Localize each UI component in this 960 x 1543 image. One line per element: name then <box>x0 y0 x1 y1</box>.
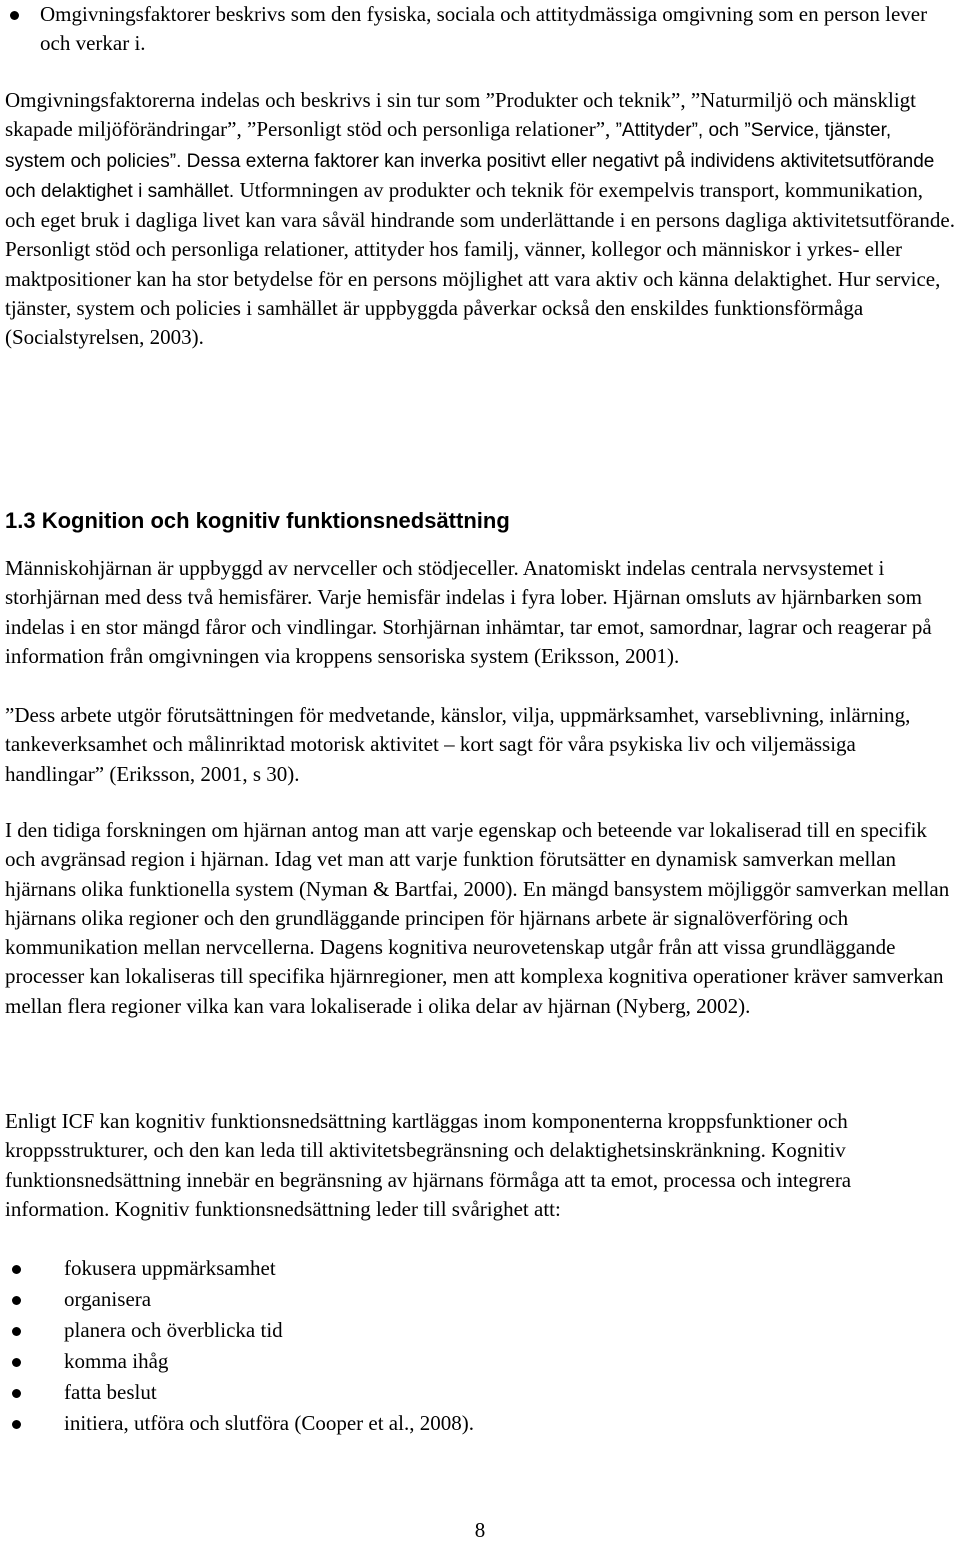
bullet-icon <box>12 1265 21 1274</box>
paragraph-environment-factors <box>5 86 955 353</box>
quote-block: ”Dess arbete utgör förutsättningen för medvetande, känslor, vilja, uppmärksamhet, varseblivning, inlärning, tankeverksamhet och målinriktad motorisk aktivitet – kort sagt för våra psykiska liv och viljemässiga handlingar” (Eriksson, 2001, s 30). <box>5 703 911 786</box>
list-item-text: fatta beslut <box>64 1380 157 1404</box>
paragraph-icf: Enligt ICF kan kognitiv funktionsnedsättning kartläggas inom komponenterna kroppsfunktioner och kroppsstrukturer, och den kan leda till aktivitetsbegränsning och delaktighetsinskränkning. Kognitiv funktionsnedsättning innebär en begränsning av hjärnans förmåga att ta emot, processa och integrera information. Kognitiv funktionsnedsättning leder till svårighet att: <box>5 1109 852 1221</box>
list-item-text: planera och överblicka tid <box>64 1318 283 1342</box>
paragraph-text-sans: . Dessa externa faktorer kan inverka positivt eller negativt på individens aktivitetsutförande och delaktighet i samhället. <box>5 150 935 202</box>
list-item-text: fokusera uppmärksamhet <box>64 1256 276 1280</box>
bullet-icon <box>12 1327 21 1336</box>
emphasized-text: ”Attityder”, och ”Service, tjänster, system och policies” <box>5 120 892 172</box>
section-heading: 1.3 Kognition och kognitiv funktionsnedsättning <box>5 508 510 533</box>
paragraph-brain-anatomy: Människohjärnan är uppbyggd av nervceller och stödjeceller. Anatomiskt indelas centrala nervsystemet i storhjärnan med dess två hemisfärer. Varje hemisfär indelas i fyra lober. Hjärnan omsluts av hjärnbarken som indelas i en stor mängd fåror och vindlingar. Storhjärnan inhämtar, tar emot, samordnar, lagrar och reagerar på information från omgivningen via kroppens sensoriska system (Eriksson, 2001). <box>5 556 932 668</box>
list-item-text: komma ihåg <box>64 1349 169 1373</box>
paragraph-brain-research: I den tidiga forskningen om hjärnan antog man att varje egenskap och beteende var lokaliserad till en specifik och avgränsad region i hjärnan. Idag vet man att varje funktion förutsätter en dynamisk samverkan mellan hjärnans olika funktionella system (Nyman & Bartfai, 2000). En mängd bansystem möjliggör samverkan mellan hjärnans olika regioner och den grundläggande principen för hjärnans arbete är signalöverföring och kommunikation mellan nervcellerna. Dagens kognitiva neurovetenskap utgår från att vissa grundläggande processer kan lokaliseras till specifika hjärnregioner, men att komplexa kognitiva operationer kräver samverkan mellan flera regioner vilka kan vara lokaliserade i olika delar av hjärnan (Nyberg, 2002). <box>5 818 950 1018</box>
bullet-icon <box>12 1296 21 1305</box>
paragraph-text: Utformningen av produkter och teknik för exempelvis transport, kommunikation, och eget bruk i dagliga livet kan vara såväl hindrande som underlättande i en persons dagliga aktivitetsutförande. Personligt stöd och personliga relationer, attityder hos familj, vänner, kollegor och människor i yrkes- eller maktpositioner kan ha stor betydelse för en persons möjlighet att vara aktiv och känna delaktighet. Hur service, tjänster, system och policies i samhället är uppbyggda påverkar också den enskildes funktionsförmåga (Socialstyrelsen, 2003). <box>5 177 955 350</box>
list-item-text: Omgivningsfaktorer beskrivs som den fysiska, sociala och attitydmässiga omgivning som en person lever och verkar i. <box>40 2 928 56</box>
bullet-icon <box>12 1420 21 1429</box>
page-number: 8 <box>474 1518 486 1542</box>
paragraph-text: Omgivningsfaktorerna indelas och beskrivs i sin tur som ”Produkter och teknik”, ”Naturmiljö och mänskligt skapade miljöförändringar”, ”Personligt stöd och personliga relationer”, <box>5 88 916 142</box>
bullet-icon <box>12 1358 21 1367</box>
bullet-icon <box>12 1389 21 1398</box>
list-item-text: organisera <box>64 1287 152 1311</box>
list-item-text: initiera, utföra och slutföra (Cooper et al., 2008). <box>64 1411 474 1435</box>
bullet-icon <box>10 11 19 20</box>
